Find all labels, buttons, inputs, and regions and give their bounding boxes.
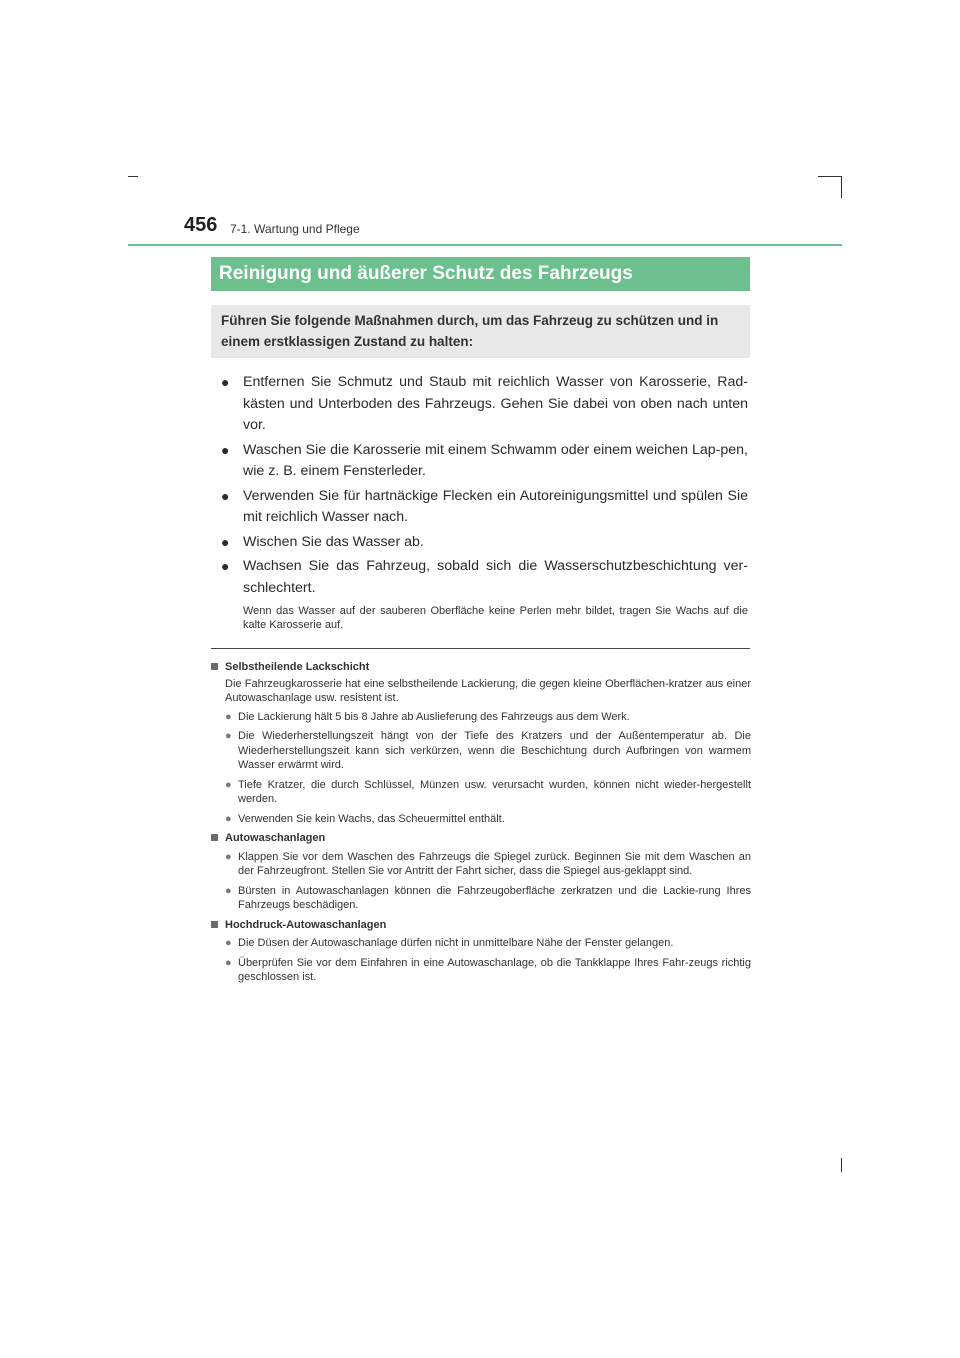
divider xyxy=(211,648,750,649)
bullet-icon: ● xyxy=(221,374,230,390)
note-heading: Hochdruck-Autowaschanlagen xyxy=(211,918,751,933)
main-list xyxy=(221,372,748,602)
note-heading: Selbstheilende Lackschicht xyxy=(211,660,751,675)
bullet-icon: ● xyxy=(221,487,230,504)
bullet-icon: ● xyxy=(221,441,230,458)
note-item: ● Die Wiederherstellungszeit hängt von der Tiefe des Kratzers und der Außentemperatur ab. Die Wiederherstellungszeit kann sich verkürzen, wenn die Beschichtung durch Aufbringen von warmem Wasser erwärmt wird. xyxy=(225,730,751,771)
note-item: ● Klappen Sie vor dem Waschen des Fahrzeugs die Spiegel zurück. Beginnen Sie mit dem Waschen an der Fahrzeugfront. Stellen Sie vor Antritt der Fahrt sicher, dass die Spiegel aus-geklappt sind. xyxy=(225,850,751,877)
bullet-icon: ● xyxy=(225,710,232,723)
note-description: Die Fahrzeugkarosserie hat eine selbstheilende Lackierung, die gegen kleine Oberflächen-kratzer aus einer Autowaschanlage usw. resistent ist. xyxy=(225,677,751,704)
bullet-icon: ● xyxy=(225,884,232,897)
header-rule xyxy=(128,244,842,246)
square-bullet-icon xyxy=(211,921,218,928)
list-item: ● Wachsen Sie das Fahrzeug, sobald sich die Wasserschutzbeschichtung ver-schlechtert. xyxy=(221,558,748,596)
crop-mark xyxy=(818,176,842,177)
note-item: ● Tiefe Kratzer, die durch Schlüssel, Münzen usw. verursacht wurden, können nicht wieder-hergestellt werden. xyxy=(225,778,751,805)
square-bullet-icon xyxy=(211,663,218,670)
bullet-icon: ● xyxy=(225,850,232,863)
bullet-icon: ● xyxy=(221,533,230,550)
list-item: ● Verwenden Sie für hartnäckige Flecken ein Autoreinigungsmittel und spülen Sie mit reichlich Wasser nach. xyxy=(221,487,748,525)
bullet-icon: ● xyxy=(221,558,230,574)
bullet-icon: ● xyxy=(225,778,232,791)
intro-box: Führen Sie folgende Maßnahmen durch, um das Fahrzeug zu schützen und in einem erstklassigen Zustand zu halten: xyxy=(211,305,750,358)
bullet-icon: ● xyxy=(225,812,232,825)
crop-mark xyxy=(841,176,842,198)
crop-mark xyxy=(128,176,138,177)
crop-mark xyxy=(841,1158,842,1172)
page-number: 456 xyxy=(184,214,218,236)
note-item: ● Verwenden Sie kein Wachs, das Scheuermittel enthält. xyxy=(225,812,505,825)
bullet-icon: ● xyxy=(225,956,232,969)
note-item: ● Bürsten in Autowaschanlagen können die Fahrzeugoberfläche zerkratzen und die Lackie-rung Ihres Fahrzeugs beschädigen. xyxy=(225,884,751,911)
page-title: Reinigung und äußerer Schutz des Fahrzeugs xyxy=(211,257,750,291)
note-item: ● Die Düsen der Autowaschanlage dürfen nicht in unmittelbare Nähe der Fenster gelangen. xyxy=(225,937,674,949)
section-title: 7-1. Wartung und Pflege xyxy=(230,222,360,236)
list-item: ● Waschen Sie die Karosserie mit einem Schwamm oder einem weichen Lap-pen, wie z. B. einem Fensterleder. xyxy=(221,441,748,479)
square-bullet-icon xyxy=(211,834,218,841)
list-item: ● Wischen Sie das Wasser ab. xyxy=(221,532,748,554)
note-item: ● Die Lackierung hält 5 bis 8 Jahre ab Auslieferung des Fahrzeugs aus dem Werk. xyxy=(225,710,630,723)
list-item: ● Entfernen Sie Schmutz und Staub mit reichlich Wasser von Karosserie, Rad-kästen und Unterboden des Fahrzeugs. Gehen Sie dabei von oben nach unten vor. xyxy=(221,374,748,433)
wax-note: Wenn das Wasser auf der sauberen Oberfläche keine Perlen mehr bildet, tragen Sie Wachs auf die kalte Karosserie auf. xyxy=(243,605,748,631)
bullet-icon: ● xyxy=(225,730,232,742)
note-heading: Autowaschanlagen xyxy=(211,831,751,846)
note-item: ● Überprüfen Sie vor dem Einfahren in eine Autowaschanlage, ob die Tankklappe Ihres Fahr-zeugs richtig geschlossen ist. xyxy=(225,956,751,983)
bullet-icon: ● xyxy=(225,937,232,949)
notes-section xyxy=(211,657,751,990)
page-header xyxy=(128,214,842,248)
